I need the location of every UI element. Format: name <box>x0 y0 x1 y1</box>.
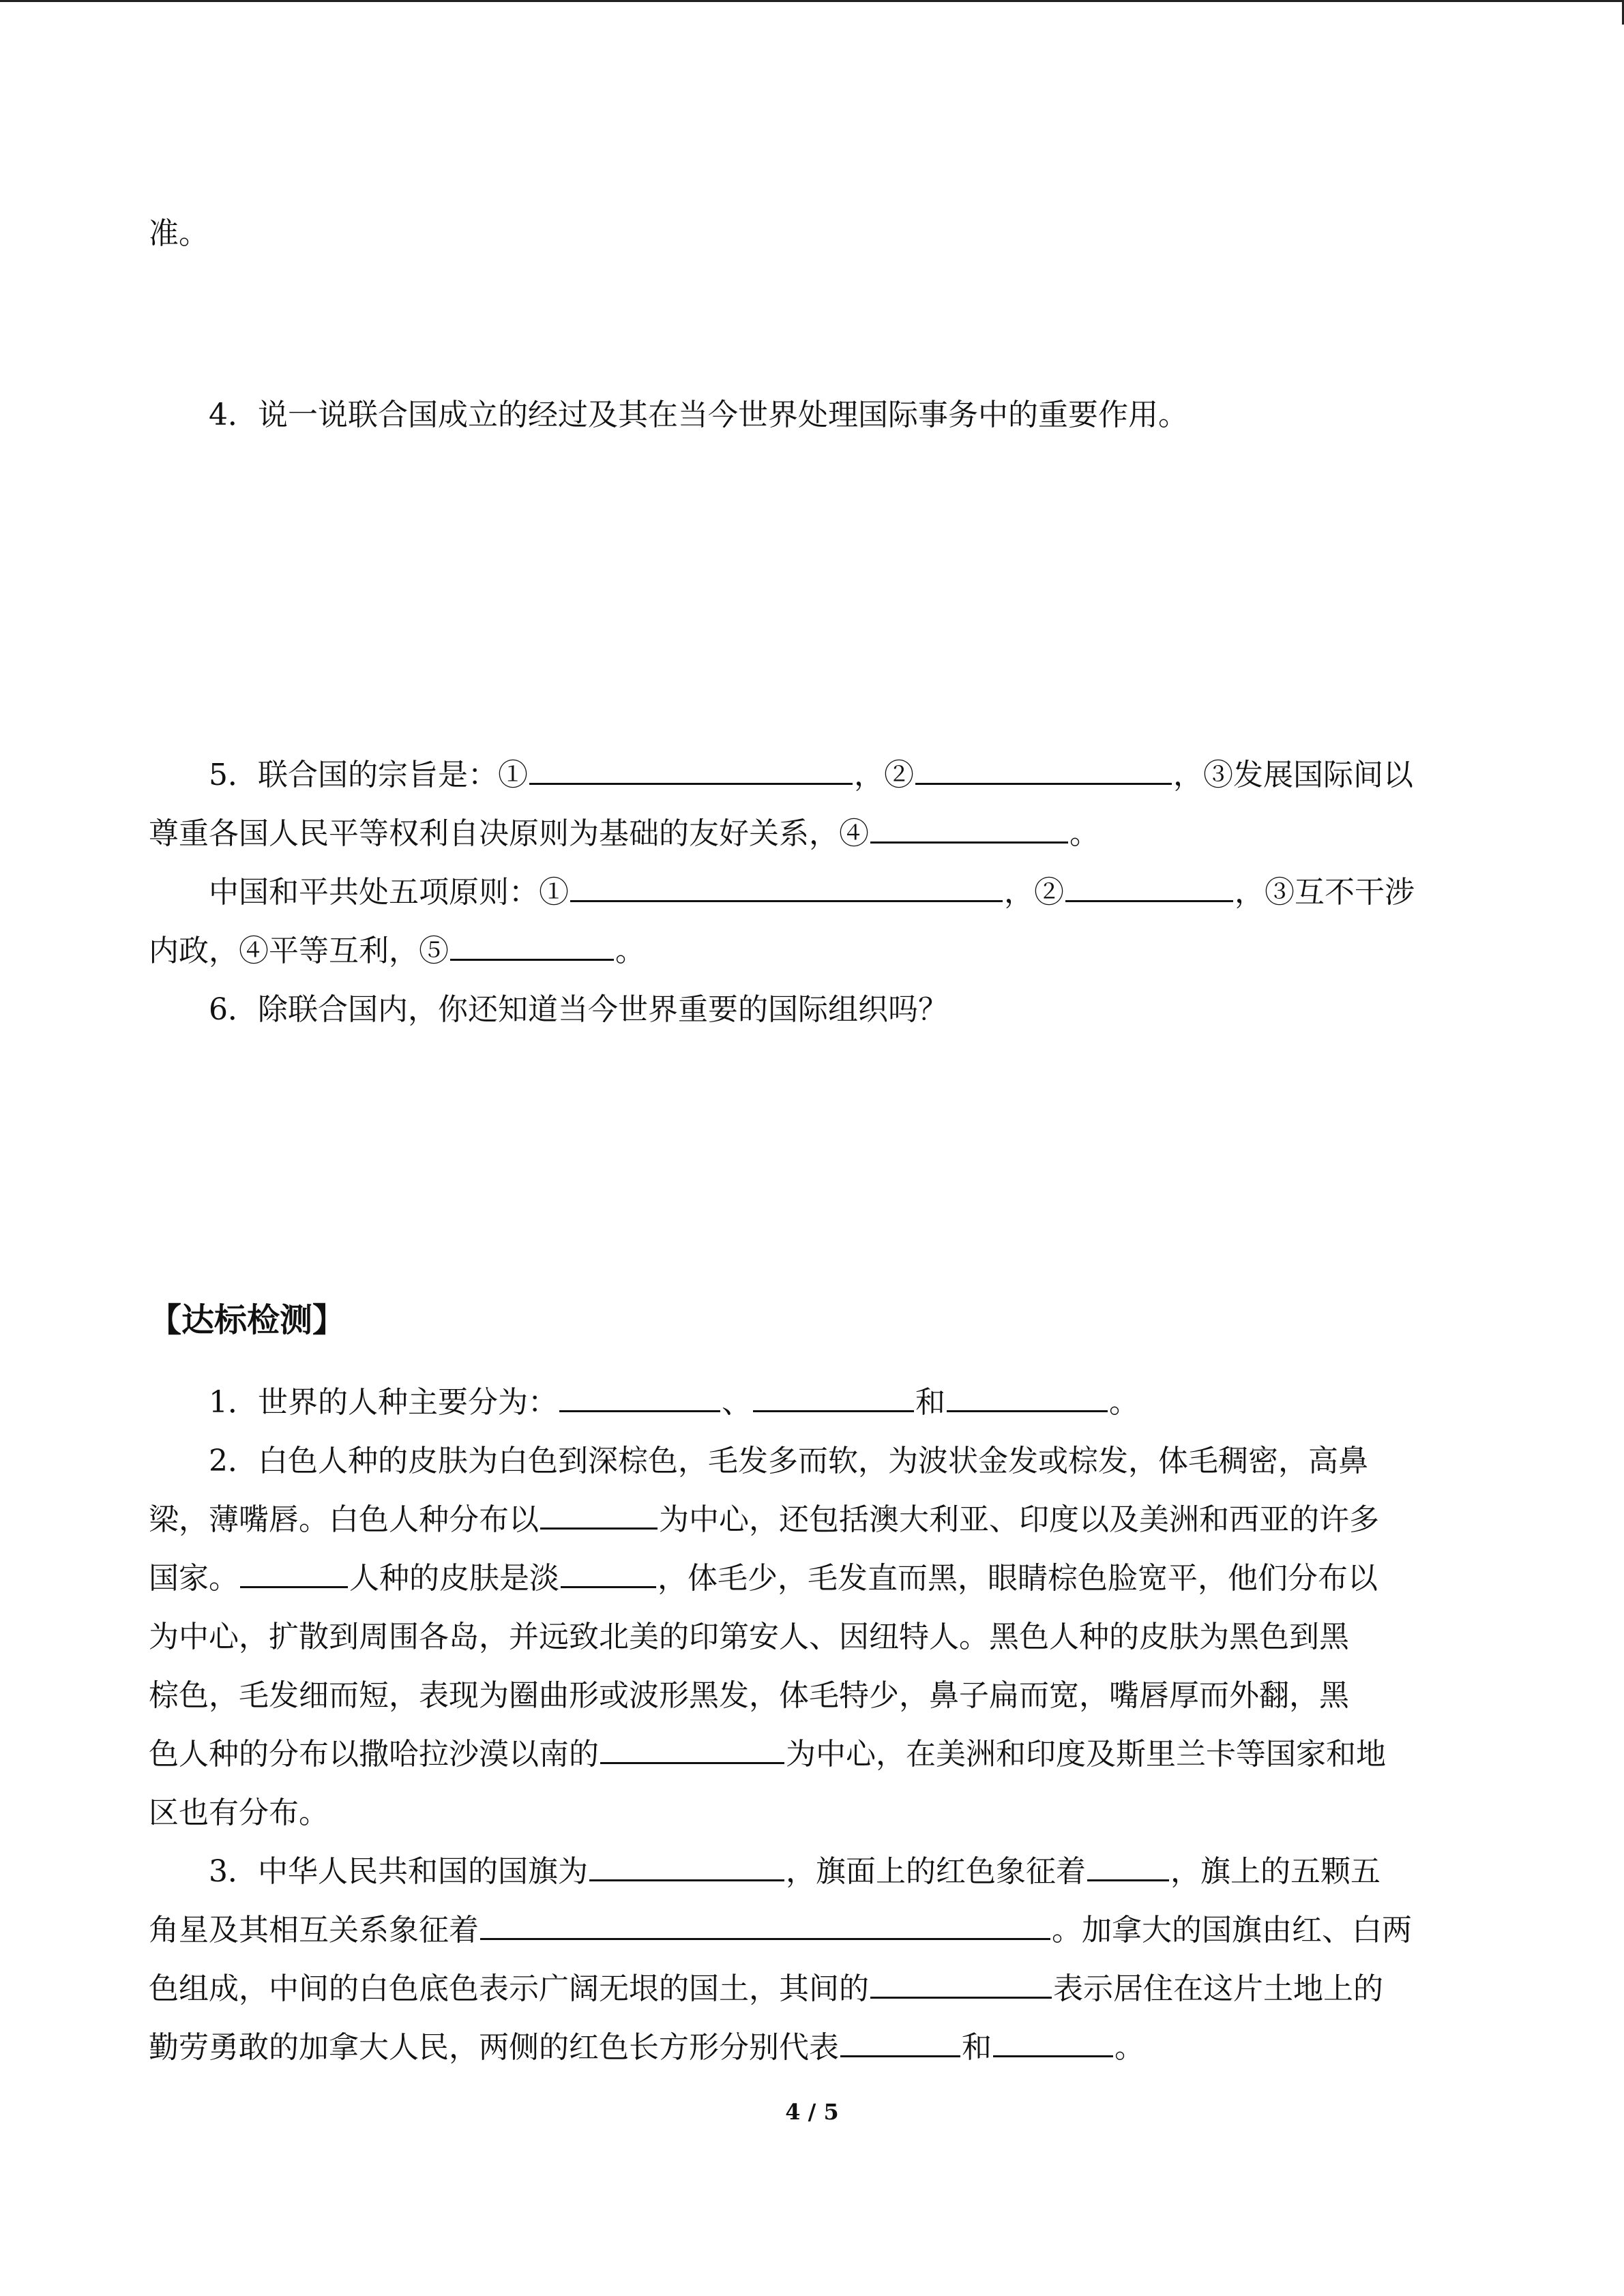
text: 梁，薄嘴唇。白色人种分布以 <box>149 1502 539 1537</box>
text: 3．中华人民共和国的国旗为 <box>209 1854 588 1889</box>
test-2-line-3 <box>149 1549 1479 1608</box>
text: ，体毛少，毛发直而黑，眼睛棕色脸宽平，他们分布以 <box>658 1561 1378 1596</box>
answer-blank[interactable] <box>840 2028 960 2057</box>
test-2-line-6 <box>149 1725 1479 1784</box>
test-2-line-1 <box>149 1432 1479 1491</box>
text: 5．联合国的宗旨是：① <box>209 758 528 792</box>
question-5-line-1 <box>149 746 1479 805</box>
answer-blank[interactable] <box>540 1500 658 1530</box>
heading-text: 【达标检测】 <box>149 1301 346 1339</box>
section-heading <box>149 1291 1479 1350</box>
text: 内政，④平等互利，⑤ <box>149 934 449 968</box>
answer-blank[interactable] <box>570 873 1003 902</box>
text: 中国和平共处五项原则：① <box>209 875 569 910</box>
answer-blank[interactable] <box>450 931 614 961</box>
text: 色人种的分布以撒哈拉沙漠以南的 <box>149 1737 599 1772</box>
continuation-line <box>149 205 1479 263</box>
test-3-line-4 <box>149 2018 1479 2077</box>
answer-blank[interactable] <box>240 1559 348 1588</box>
test-2-line-5 <box>149 1667 1479 1725</box>
text: 人种的皮肤是淡 <box>349 1561 559 1596</box>
text: 色组成，中间的白色底色表示广阔无垠的国土，其间的 <box>149 1971 869 2006</box>
text: 2．白色人种的皮肤为白色到深棕色，毛发多而软，为波状金发或棕发，体毛稠密，高鼻 <box>209 1444 1368 1478</box>
text: ，旗上的五颗五 <box>1170 1854 1381 1889</box>
answer-blank[interactable] <box>1087 1852 1169 1881</box>
text: 。 <box>1069 816 1099 851</box>
text: 为中心，在美洲和印度及斯里兰卡等国家和地 <box>786 1737 1386 1772</box>
test-1 <box>149 1373 1479 1432</box>
text: 区也有分布。 <box>149 1795 329 1830</box>
test-3-line-2 <box>149 1901 1479 1960</box>
answer-blank[interactable] <box>480 1911 1050 1940</box>
text: 棕色，毛发细而短，表现为圈曲形或波形黑发，体毛特少，鼻子扁而宽，嘴唇厚而外翻，黑 <box>149 1678 1349 1713</box>
answer-blank[interactable] <box>1065 873 1233 902</box>
text: ，③互不干涉 <box>1235 875 1415 910</box>
text: 。 <box>1109 1385 1139 1420</box>
text: 4．说一说联合国成立的经过及其在当今世界处理国际事务中的重要作用。 <box>209 398 1188 432</box>
test-3-line-3 <box>149 1960 1479 2018</box>
page-number: 4 / 5 <box>785 2099 839 2125</box>
text: 为中心，还包括澳大利亚、印度以及美洲和西亚的许多 <box>659 1502 1379 1537</box>
text: ，② <box>854 758 914 792</box>
text: 和 <box>962 2030 992 2065</box>
text: 1．世界的人种主要分为： <box>209 1385 558 1420</box>
text: 国家。 <box>149 1561 239 1596</box>
test-2-line-7 <box>149 1784 1479 1843</box>
text: ，旗面上的红色象征着 <box>786 1854 1086 1889</box>
text: 。 <box>1114 2030 1145 2065</box>
answer-blank[interactable] <box>589 1852 784 1881</box>
text: 准。 <box>149 216 209 251</box>
text: 和 <box>915 1385 945 1420</box>
question-5-line-3 <box>149 863 1479 922</box>
answer-blank[interactable] <box>993 2028 1113 2057</box>
question-5-line-2 <box>149 805 1479 863</box>
answer-blank[interactable] <box>600 1735 784 1764</box>
text: 为中心，扩散到周围各岛，并远致北美的印第安人、因纽特人。黑色人种的皮肤为黑色到黑 <box>149 1620 1349 1654</box>
answer-blank[interactable] <box>870 814 1068 844</box>
test-2-line-4 <box>149 1608 1479 1667</box>
text: 。 <box>615 934 645 968</box>
question-4 <box>149 386 1479 445</box>
question-5-line-4 <box>149 922 1479 981</box>
answer-blank[interactable] <box>915 756 1172 785</box>
text: 。加拿大的国旗由红、白两 <box>1052 1913 1412 1948</box>
answer-blank[interactable] <box>561 1559 656 1588</box>
text: 6．除联合国内，你还知道当今世界重要的国际组织吗？ <box>209 992 948 1027</box>
text: 、 <box>722 1385 752 1420</box>
test-3-line-1 <box>149 1843 1479 1901</box>
text: 角星及其相互关系象征着 <box>149 1913 479 1948</box>
document-page <box>149 0 1479 2296</box>
text: ，③发展国际间以 <box>1173 758 1413 792</box>
question-6 <box>149 981 1479 1039</box>
answer-blank[interactable] <box>870 1969 1052 1999</box>
answer-blank[interactable] <box>947 1383 1108 1412</box>
answer-blank[interactable] <box>753 1383 914 1412</box>
answer-blank[interactable] <box>559 1383 720 1412</box>
text: 勤劳勇敢的加拿大人民，两侧的红色长方形分别代表 <box>149 2030 839 2065</box>
test-2-line-2 <box>149 1491 1479 1549</box>
text: ，② <box>1004 875 1064 910</box>
text: 表示居住在这片土地上的 <box>1053 1971 1383 2006</box>
text: 尊重各国人民平等权利自决原则为基础的友好关系，④ <box>149 816 869 851</box>
answer-blank[interactable] <box>529 756 853 785</box>
